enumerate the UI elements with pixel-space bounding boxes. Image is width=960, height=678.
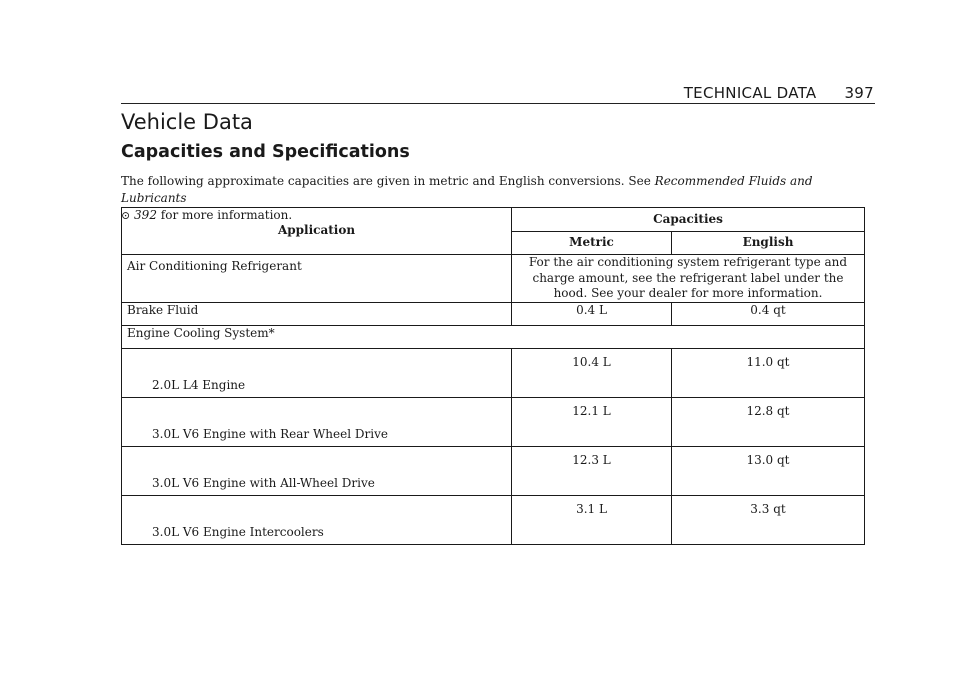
cell-metric: 0.4 L [512, 302, 672, 325]
cell-application: Air Conditioning Refrigerant [122, 255, 512, 303]
cell-metric: 3.1 L [512, 495, 672, 544]
page-number: 397 [844, 84, 874, 102]
header-metric: Metric [512, 232, 672, 255]
cell-application: 3.0L V6 Engine with All-Wheel Drive [122, 446, 512, 495]
section-subtitle: Capacities and Specifications [121, 142, 410, 162]
cell-metric: 10.4 L [512, 348, 672, 397]
cell-english: 0.4 qt [672, 302, 865, 325]
cell-application: Brake Fluid [122, 302, 512, 325]
table-row [122, 397, 865, 446]
cell-application: Engine Cooling System* [122, 325, 865, 348]
table-row [122, 495, 865, 544]
cross-reference-link[interactable]: Recommended Fluids and Lubricants [121, 174, 813, 205]
cell-application: 3.0L V6 Engine with Rear Wheel Drive [122, 397, 512, 446]
table-row [122, 325, 865, 348]
cell-metric: 12.1 L [512, 397, 672, 446]
cell-application: 3.0L V6 Engine Intercoolers [122, 495, 512, 544]
cell-english: 11.0 qt [672, 348, 865, 397]
table-row [122, 255, 865, 303]
cell-application: 2.0L L4 Engine [122, 348, 512, 397]
header-application: Application [122, 208, 512, 255]
cell-english: 13.0 qt [672, 446, 865, 495]
header-capacities: Capacities [512, 208, 865, 232]
table-header-row [122, 208, 865, 232]
cell-english: 12.8 qt [672, 397, 865, 446]
header-rule [121, 103, 875, 104]
page-reference-icon: ⊙ [121, 209, 131, 222]
intro-suffix: for more information. [160, 208, 293, 222]
reference-page-number[interactable]: 392 [134, 208, 157, 222]
table-row [122, 446, 865, 495]
table-row [122, 302, 865, 325]
capacities-table [121, 207, 865, 545]
table-row [122, 348, 865, 397]
cell-metric: 12.3 L [512, 446, 672, 495]
section-name: TECHNICAL DATA [683, 84, 817, 102]
cell-note: For the air conditioning system refrigerant type and charge amount, see the refrigerant label under the hood. See your dealer for more information. [512, 255, 865, 303]
header-english: English [672, 232, 865, 255]
running-header [684, 84, 874, 102]
cell-english: 3.3 qt [672, 495, 865, 544]
intro-text: The following approximate capacities are given in metric and English conversions. See [121, 174, 651, 188]
page-title: Vehicle Data [121, 110, 253, 134]
